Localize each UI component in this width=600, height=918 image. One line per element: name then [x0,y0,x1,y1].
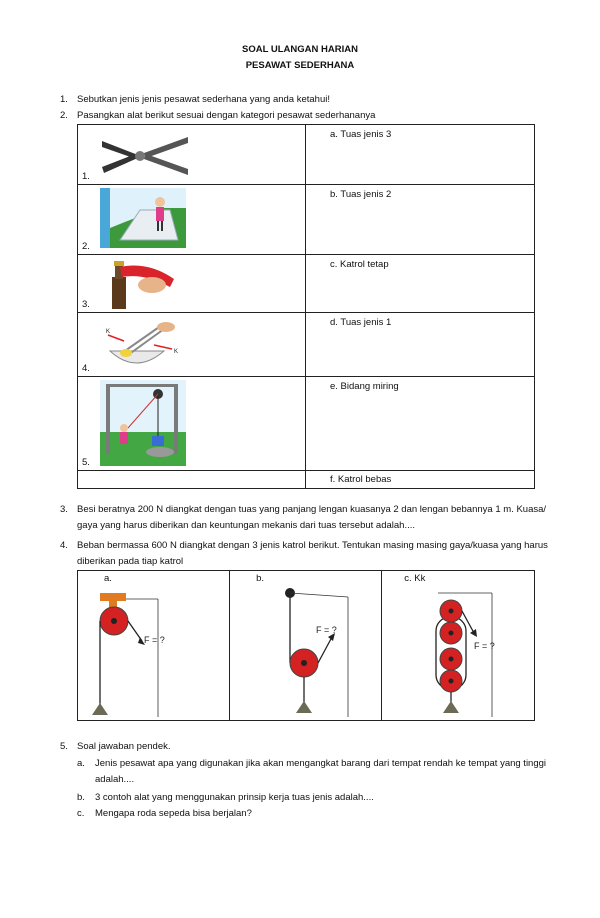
pulley-label-a: a. [104,573,112,584]
table-row: 3. c. Katrol tetap [78,255,535,313]
svg-text:F = ?: F = ? [316,625,337,635]
option-f: f. Katrol bebas [330,474,392,485]
fixed-pulley-diagram [78,571,228,717]
svg-text:K: K [106,329,111,335]
matching-table [77,124,535,489]
svg-text:F = ?: F = ? [144,635,165,645]
table-row: 5. e. Bidang miring [78,377,535,471]
table-row [78,471,535,489]
option-b: b. Tuas jenis 2 [330,189,392,200]
title-line-1: SOAL ULANGAN HARIAN [242,44,358,55]
pliers-image [100,131,190,179]
svg-text:F = ?: F = ? [474,641,496,651]
movable-pulley-diagram [230,571,380,717]
table-row: 1. a. Tuas jenis 3 [78,125,535,185]
well-pulley-image [100,380,186,466]
svg-text:K: K [174,349,179,355]
option-c: c. Katrol tetap [330,259,389,270]
option-a: a. Tuas jenis 3 [330,129,392,140]
table-row [78,571,535,721]
compound-pulley-diagram [382,571,532,717]
option-e: e. Bidang miring [330,381,399,392]
pulley-label-c: c. Kk [404,573,426,584]
pulley-table [77,570,535,721]
bottle-opener-image [108,257,178,309]
title-line-2: PESAWAT SEDERHANA [245,60,355,71]
table-row: 2. b. Tuas jenis 2 [78,185,535,255]
tongs-bowl-image [106,317,186,373]
stairs-ramp-image [100,188,186,248]
pulley-label-b: b. [256,573,265,584]
table-row: K K 4. d. Tuas jenis 1 [78,313,535,377]
option-d: d. Tuas jenis 1 [330,317,392,328]
